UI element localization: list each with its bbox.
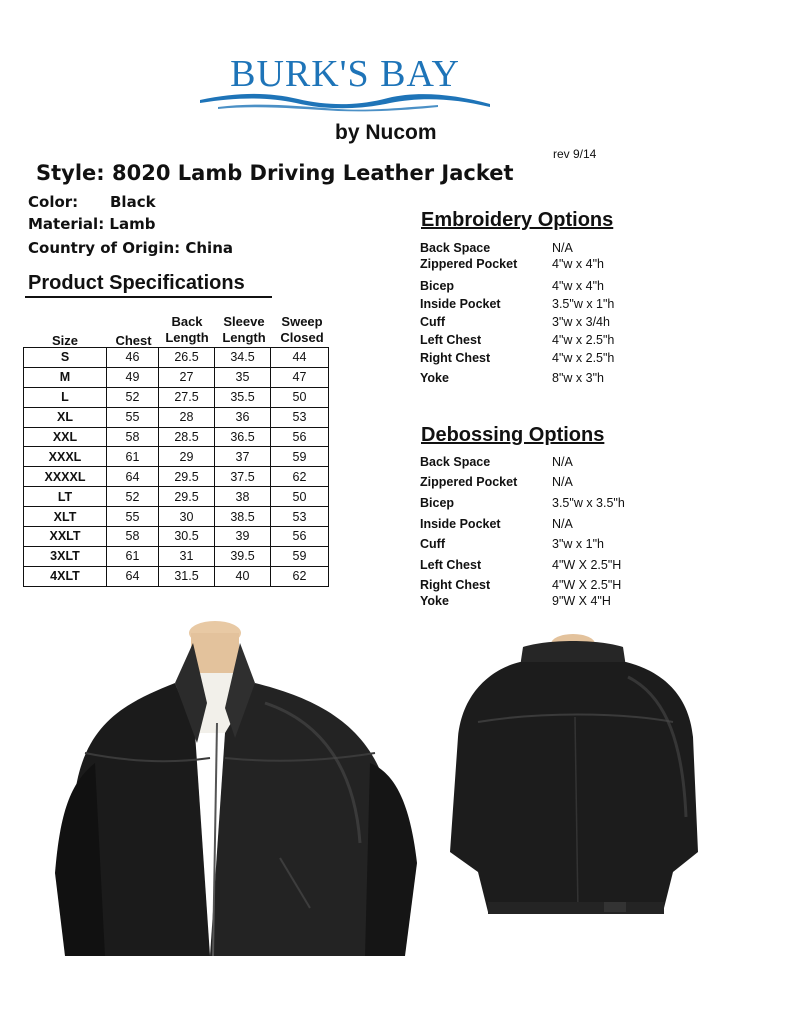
brand-logo: BURK'S BAY [230,53,460,95]
embroidery-label: Bicep [420,279,455,293]
size-specification-table [23,347,329,587]
embroidery-label: Right Chest [420,351,491,365]
measurement-cell: 35.5 [215,387,271,407]
table-row [24,527,329,547]
measurement-cell: 61 [107,447,159,467]
measurement-cell: 46 [107,348,159,368]
embroidery-label: Inside Pocket [420,297,501,311]
size-cell: S [24,348,107,368]
debossing-label: Inside Pocket [420,517,501,531]
debossing-value: 3"w x 1"h [552,537,604,551]
measurement-cell: 30 [159,507,215,527]
logo-wave [198,90,493,112]
measurement-cell: 55 [107,407,159,427]
column-header-size: Size [51,333,78,348]
debossing-value: N/A [552,517,573,531]
measurement-cell: 37.5 [215,467,271,487]
debossing-value: N/A [552,455,573,469]
measurement-cell: 52 [107,487,159,507]
size-cell: XXLT [24,527,107,547]
color-label: Color: [28,193,79,211]
measurement-cell: 56 [271,527,329,547]
table-row [24,427,329,447]
measurement-cell: 37 [215,447,271,467]
measurement-cell: 31 [159,546,215,566]
embroidery-value: 8"w x 3"h [552,371,604,385]
measurement-cell: 39 [215,527,271,547]
style-title: Style: 8020 Lamb Driving Leather Jacket [36,161,514,185]
table-row [24,487,329,507]
measurement-cell: 28 [159,407,215,427]
measurement-cell: 58 [107,427,159,447]
measurement-cell: 59 [271,546,329,566]
measurement-cell: 39.5 [215,546,271,566]
debossing-heading: Debossing Options [421,424,605,446]
measurement-cell: 50 [271,387,329,407]
debossing-value: 4"W X 2.5"H [552,578,622,592]
size-cell: M [24,367,107,387]
measurement-cell: 27 [159,367,215,387]
measurement-cell: 35 [215,367,271,387]
measurement-cell: 29.5 [159,487,215,507]
measurement-cell: 26.5 [159,348,215,368]
table-row [24,467,329,487]
measurement-cell: 53 [271,507,329,527]
column-header-sweep-closed: Sweep Closed [280,314,324,345]
measurement-cell: 52 [107,387,159,407]
embroidery-value: 4"w x 4"h [552,257,604,271]
measurement-cell: 50 [271,487,329,507]
measurement-cell: 38 [215,487,271,507]
table-row [24,367,329,387]
column-header-back-length: Back Length [165,314,209,345]
measurement-cell: 40 [215,566,271,586]
table-row [24,447,329,467]
size-cell: XL [24,407,107,427]
measurement-cell: 27.5 [159,387,215,407]
revision-label: rev 9/14 [553,147,597,161]
table-row [24,546,329,566]
embroidery-heading: Embroidery Options [421,209,614,231]
debossing-value: N/A [552,475,573,489]
table-row [24,507,329,527]
debossing-value: 9"W X 4"H [552,594,611,608]
embroidery-label: Yoke [420,371,449,385]
embroidery-value: 3.5"w x 1"h [552,297,615,311]
heading-divider [25,296,272,298]
color-value: Black [110,193,156,211]
material-line: Material: Lamb [28,215,156,233]
embroidery-value: 3"w x 3/4h [552,315,610,329]
size-cell: 4XLT [24,566,107,586]
byline: by Nucom [335,121,437,144]
debossing-label: Left Chest [420,558,482,572]
size-cell: XXL [24,427,107,447]
embroidery-value: 4"w x 2.5"h [552,333,615,347]
embroidery-value: 4"w x 4"h [552,279,604,293]
measurement-cell: 31.5 [159,566,215,586]
measurement-cell: 62 [271,467,329,487]
debossing-label: Right Chest [420,578,491,592]
size-cell: L [24,387,107,407]
column-header-chest: Chest [115,333,152,348]
size-cell: XXXXL [24,467,107,487]
debossing-value: 4"W X 2.5"H [552,558,622,572]
debossing-label: Cuff [420,537,445,551]
measurement-cell: 29.5 [159,467,215,487]
embroidery-label: Back Space [420,241,491,255]
measurement-cell: 64 [107,566,159,586]
column-header-sleeve-length: Sleeve Length [222,314,266,345]
embroidery-label: Zippered Pocket [420,257,518,271]
table-row [24,348,329,368]
embroidery-label: Cuff [420,315,445,329]
table-row [24,387,329,407]
measurement-cell: 64 [107,467,159,487]
measurement-cell: 34.5 [215,348,271,368]
measurement-cell: 58 [107,527,159,547]
measurement-cell: 49 [107,367,159,387]
measurement-cell: 44 [271,348,329,368]
measurement-cell: 38.5 [215,507,271,527]
measurement-cell: 29 [159,447,215,467]
measurement-cell: 55 [107,507,159,527]
jacket-front-photo [25,613,421,956]
debossing-label: Back Space [420,455,491,469]
size-cell: XLT [24,507,107,527]
measurement-cell: 28.5 [159,427,215,447]
measurement-cell: 36 [215,407,271,427]
debossing-label: Zippered Pocket [420,475,518,489]
size-cell: XXXL [24,447,107,467]
embroidery-value: 4"w x 2.5"h [552,351,615,365]
measurement-cell: 59 [271,447,329,467]
debossing-value: 3.5"w x 3.5"h [552,496,625,510]
size-cell: LT [24,487,107,507]
table-row [24,407,329,427]
embroidery-label: Left Chest [420,333,482,347]
measurement-cell: 30.5 [159,527,215,547]
debossing-label: Yoke [420,594,449,608]
size-cell: 3XLT [24,546,107,566]
country-of-origin: Country of Origin: China [28,239,233,257]
measurement-cell: 62 [271,566,329,586]
measurement-cell: 53 [271,407,329,427]
debossing-label: Bicep [420,496,455,510]
measurement-cell: 56 [271,427,329,447]
jacket-back-photo [428,617,720,950]
measurement-cell: 36.5 [215,427,271,447]
embroidery-value: N/A [552,241,573,255]
measurement-cell: 47 [271,367,329,387]
table-row [24,566,329,586]
specifications-heading: Product Specifications [28,272,245,294]
measurement-cell: 61 [107,546,159,566]
